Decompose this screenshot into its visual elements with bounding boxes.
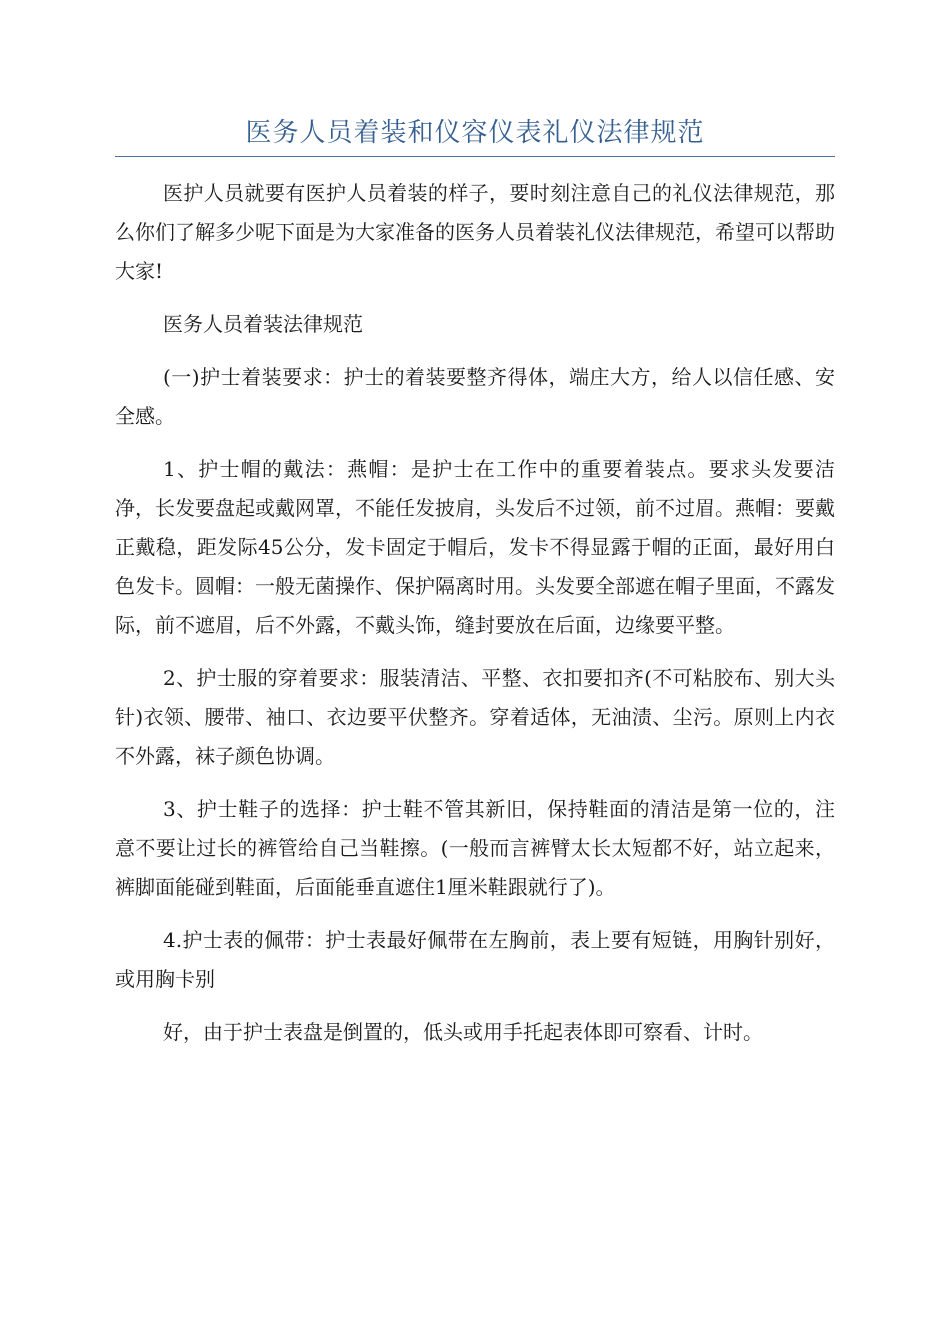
nurse-cap-paragraph: 1、护士帽的戴法：燕帽：是护士在工作中的重要着装点。要求头发要洁净，长发要盘起或戴网罩，不能任发披肩，头发后不过领，前不过眉。燕帽：要戴正戴稳，距发际45公分，发卡固定于帽后，发卡不得显露于帽的正面，最好用白色发卡。圆帽：一般无菌操作、保护隔离时用。头发要全部遮在帽子里面，不露发际，前不遮眉，后不外露，不戴头饰，缝封要放在后面，边缘要平整。 — [115, 457, 835, 637]
document-title: 医务人员着装和仪容仪表礼仪法律规范 — [245, 118, 705, 148]
nurse-watch-continued-paragraph: 好，由于护士表盘是倒置的，低头或用手托起表体即可察看、计时。 — [163, 1020, 763, 1044]
nurse-attire-paragraph: (一)护士着装要求：护士的着装要整齐得体，端庄大方，给人以信任感、安全感。 — [115, 365, 835, 428]
intro-paragraph: 医护人员就要有医护人员着装的样子，要时刻注意自己的礼仪法律规范，那么你们了解多少呢下面是为大家准备的医务人员着装礼仪法律规范，希望可以帮助大家! — [115, 181, 835, 283]
nurse-watch-paragraph: 4.护士表的佩带：护士表最好佩带在左胸前，表上要有短链，用胸针别好，或用胸卡别 — [115, 928, 835, 991]
section-heading: 医务人员着装法律规范 — [163, 312, 363, 336]
title-block — [115, 110, 835, 157]
nurse-shoes-paragraph: 3、护士鞋子的选择：护士鞋不管其新旧，保持鞋面的清洁是第一位的，注意不要让过长的裤管给自己当鞋擦。(一般而言裤臂太长太短都不好，站立起来，裤脚面能碰到鞋面，后面能垂直遮住1厘米鞋跟就行了)。 — [115, 797, 835, 899]
document-body — [115, 174, 835, 1066]
nurse-uniform-paragraph: 2、护士服的穿着要求：服装清洁、平整、衣扣要扣齐(不可粘胶布、别大头针)衣领、腰带、袖口、衣边要平伏整齐。穿着适体，无油渍、尘污。原则上内衣不外露，袜子颜色协调。 — [115, 666, 835, 768]
